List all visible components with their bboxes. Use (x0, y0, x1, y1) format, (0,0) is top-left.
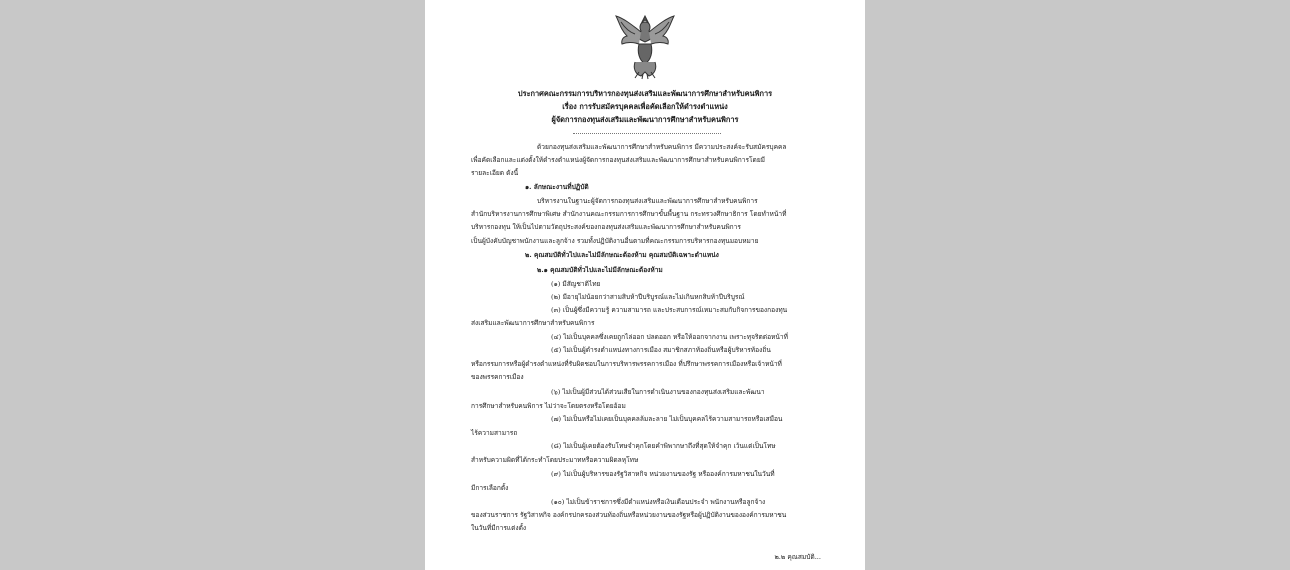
header-line-2: เรื่อง การรับสมัครบุคคลเพื่อคัดเลือกให้ดำรงตำแหน่ง (562, 102, 728, 111)
item-5-line-3: ของพรรคการเมือง (471, 373, 524, 381)
item-3-line-2: ส่งเสริมและพัฒนาการศึกษาสำหรับคนพิการ (471, 319, 595, 327)
intro-line-3: รายละเอียด ดังนี้ (471, 169, 519, 177)
item-5-line-2: หรือกรรมการหรือผู้ดำรงตำแหน่งที่รับผิดชอบในการบริหารพรรคการเมือง ที่ปรึกษาพรรคการเมืองหรือเจ้าหน้าที่ (471, 360, 782, 368)
item-5-line-1: (๕) ไม่เป็นผู้ดำรงตำแหน่งทางการเมือง สมาชิกสภาท้องถิ่นหรือผู้บริหารท้องถิ่น (551, 346, 771, 354)
header-line-1: ประกาศคณะกรรมการบริหารกองทุนส่งเสริมและพัฒนาการศึกษาสำหรับคนพิการ (517, 89, 773, 98)
item-9-line-2: มีการเลือกตั้ง (471, 484, 509, 492)
continuation-marker: ๒.๒ คุณสมบัติ... (774, 553, 821, 561)
section-1-line-2: สำนักบริหารงานการศึกษาพิเศษ สำนักงานคณะกรรมการการศึกษาขั้นพื้นฐาน กระทรวงศึกษาธิการ โดยทำหน้าที่ (471, 210, 787, 218)
document-page (425, 0, 865, 570)
item-6-line-1: (๖) ไม่เป็นผู้มีส่วนได้ส่วนเสียในการดำเนินงานของกองทุนส่งเสริมและพัฒนา (551, 388, 765, 396)
item-8-line-2: สำหรับความผิดที่ได้กระทำโดยประมาทหรือความผิดลหุโทษ (471, 456, 639, 464)
item-7-line-2: ไร้ความสามารถ (471, 429, 518, 437)
item-7-line-1: (๗) ไม่เป็นหรือไม่เคยเป็นบุคคลล้มละลาย ไม่เป็นบุคคลไร้ความสามารถหรือเสมือน (551, 415, 783, 423)
item-1: (๑) มีสัญชาติไทย (551, 280, 601, 288)
section-1-line-3: บริหารกองทุน ให้เป็นไปตามวัตถุประสงค์ของกองทุนส่งเสริมและพัฒนาการศึกษาสำหรับคนพิการ (471, 223, 741, 231)
intro-line-1: ด้วยกองทุนส่งเสริมและพัฒนาการศึกษาสำหรับคนพิการ มีความประสงค์จะรับสมัครบุคคล (537, 143, 787, 151)
section-1-line-1: บริหารงานในฐานะผู้จัดการกองทุนส่งเสริมและพัฒนาการศึกษาสำหรับคนพิการ (537, 197, 758, 205)
garuda-emblem-icon (613, 12, 677, 80)
item-9-line-1: (๙) ไม่เป็นผู้บริหารของรัฐวิสาหกิจ หน่วยงานของรัฐ หรือองค์การมหาชนในวันที่ (551, 470, 775, 478)
item-4: (๔) ไม่เป็นบุคคลซึ่งเคยถูกไล่ออก ปลดออก หรือให้ออกจากงาน เพราะทุจริตต่อหน้าที่ (551, 333, 788, 341)
item-10-line-3: ในวันที่มีการแต่งตั้ง (471, 524, 527, 532)
item-10-line-1: (๑๐) ไม่เป็นข้าราชการซึ่งมีตำแหน่งหรือเงินเดือนประจำ พนักงานหรือลูกจ้าง (551, 498, 766, 506)
item-8-line-1: (๘) ไม่เป็นผู้เคยต้องรับโทษจำคุกโดยคำพิพากษาถึงที่สุดให้จำคุก เว้นแต่เป็นโทษ (551, 442, 776, 450)
header-line-3: ผู้จัดการกองทุนส่งเสริมและพัฒนาการศึกษาสำหรับคนพิการ (551, 115, 739, 124)
intro-line-2: เพื่อคัดเลือกและแต่งตั้งให้ดำรงตำแหน่งผู้จัดการกองทุนส่งเสริมและพัฒนาการศึกษาสำหรับคนพิการโดยมี (471, 156, 766, 164)
section-2-1-title: ๒.๑ คุณสมบัติทั่วไปและไม่มีลักษณะต้องห้าม (537, 266, 663, 274)
section-1-line-4: เป็นผู้บังคับบัญชาพนักงานและลูกจ้าง รวมทั้งปฏิบัติงานอื่นตามที่คณะกรรมการบริหารกองทุนมอบหมาย (471, 237, 759, 245)
divider (573, 133, 721, 134)
item-6-line-2: การศึกษาสำหรับคนพิการ ไม่ว่าจะโดยตรงหรือโดยอ้อม (471, 402, 626, 410)
item-10-line-2: ของส่วนราชการ รัฐวิสาหกิจ องค์กรปกครองส่วนท้องถิ่นหรือหน่วยงานของรัฐหรือผู้ปฏิบัติงานขององค์การมหาชน (471, 511, 787, 519)
section-2-title: ๒. คุณสมบัติทั่วไปและไม่มีลักษณะต้องห้าม คุณสมบัติเฉพาะตำแหน่ง (525, 251, 719, 259)
section-1-title: ๑. ลักษณะงานที่ปฏิบัติ (525, 183, 589, 191)
item-2: (๒) มีอายุไม่น้อยกว่าสามสิบห้าปีบริบูรณ์และไม่เกินหกสิบห้าปีบริบูรณ์ (551, 293, 745, 301)
item-3-line-1: (๓) เป็นผู้ซึ่งมีความรู้ ความสามารถ และประสบการณ์เหมาะสมกับกิจการของกองทุน (551, 306, 788, 314)
